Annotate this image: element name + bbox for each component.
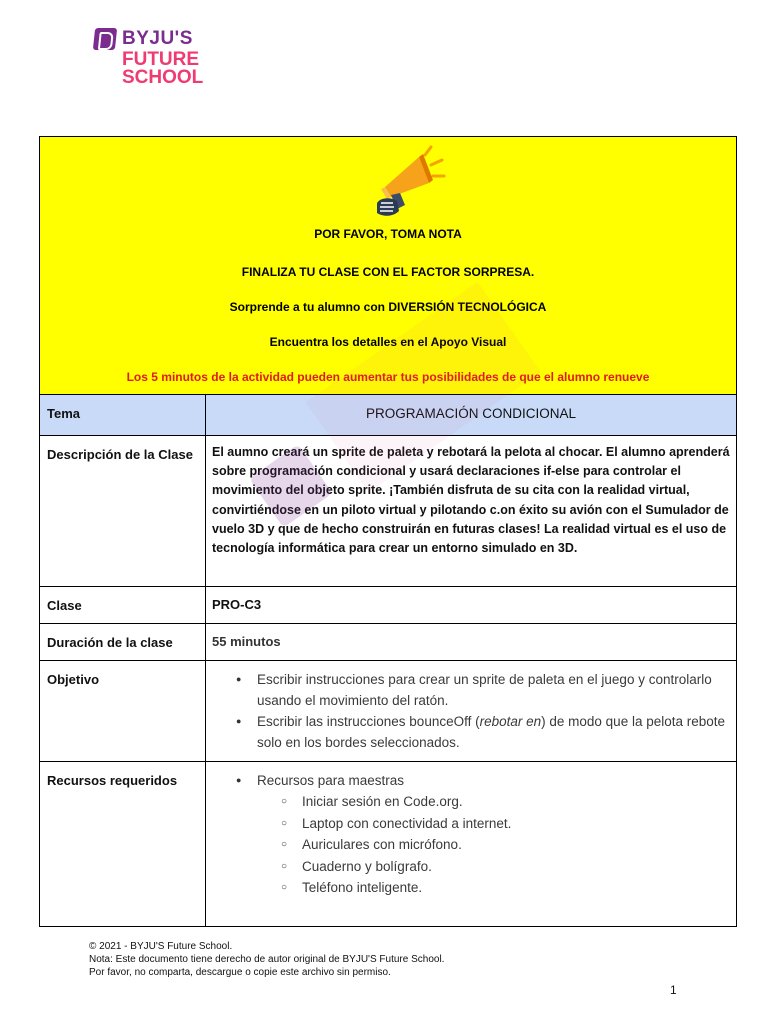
resource-subitem: ○ Auriculares con micrófono.	[257, 834, 730, 856]
resource-subitem: ○ Cuaderno y bolígrafo.	[257, 856, 730, 878]
footer-copyright: © 2021 - BYJU'S Future School.	[89, 941, 233, 952]
resource-sublist	[257, 791, 730, 899]
footer-note: Nota: Este documento tiene derecho de autor original de BYJU'S Future School.	[89, 954, 445, 965]
objective-item	[212, 711, 730, 753]
row-label: Duración de la clase	[40, 624, 206, 660]
byjus-logo-icon	[93, 28, 117, 50]
logo-line-2: FUTURE	[122, 49, 200, 70]
lesson-table	[39, 136, 737, 927]
row-label: Descripción de la Clase	[40, 436, 206, 586]
objective-text: Escribir las instrucciones bounceOff (	[257, 714, 480, 729]
footer	[89, 940, 444, 979]
resource-subitem: ○ Laptop con conectividad a internet.	[257, 813, 730, 835]
table-row-duracion	[40, 624, 736, 661]
resources-list	[212, 770, 730, 899]
table-row-descripcion	[40, 436, 736, 587]
byjus-future-school-logo	[94, 26, 214, 92]
row-value: El aumno creará un sprite de paleta y rebotará la pelota al chocar. El alumno aprenderá sobre programación condicional y usará declaraciones if-else para controlar el movimiento del objeto sprite. ¡También disfruta de su cita con la realidad virtual, convirtiéndose en un piloto virtual y pilotando c.on éxito su avión con el Sumulador de vuelo 3D y que de hecho construirán en futuras clases! La realidad virtual es el uso de tecnología informática para crear un entorno simulado en 3D.	[212, 445, 730, 556]
row-value: PRO-C3	[212, 597, 262, 612]
row-value	[206, 762, 736, 926]
logo-line-3: SCHOOL	[122, 67, 204, 88]
banner-subheading: FINALIZA TU CLASE CON EL FACTOR SORPRESA.	[241, 265, 535, 279]
resource-item	[212, 770, 730, 899]
table-row-clase	[40, 587, 736, 624]
resource-subitem: ○ Teléfono inteligente.	[257, 877, 730, 899]
objective-italic-text: rebotar en	[479, 714, 542, 729]
row-value: 55 minutos	[212, 634, 281, 649]
banner-surprise-text: Sorprende a tu alumno con DIVERSIÓN TECNOLÓGICA	[229, 300, 547, 314]
table-row-tema	[40, 395, 736, 436]
row-label: Clase	[40, 587, 206, 623]
row-value: PROGRAMACIÓN CONDICIONAL	[365, 406, 577, 421]
table-row-recursos	[40, 762, 736, 926]
banner-details-text: Encuentra los detalles en el Apoyo Visual	[269, 335, 507, 349]
objective-text: ) de modo que la pelota rebote solo en los bordes seleccionados.	[257, 714, 726, 750]
resource-subitem: ○ Iniciar sesión en Code.org.	[257, 791, 730, 813]
objective-item: ● Escribir instrucciones para crear un sprite de paleta en el juego y controlarlo usando el movimiento del ratón.	[212, 669, 730, 711]
megaphone-icon	[367, 145, 447, 221]
page-number: 1	[670, 983, 677, 997]
footer-permission: Por favor, no comparta, descargue o copie este archivo sin permiso.	[89, 967, 391, 978]
note-banner	[40, 137, 736, 395]
row-value	[206, 661, 736, 761]
banner-alert-text: Los 5 minutos de la actividad pueden aumentar tus posibilidades de que el alumno renueve	[126, 370, 650, 384]
banner-heading: POR FAVOR, TOMA NOTA	[314, 227, 462, 241]
row-label: Objetivo	[40, 661, 206, 761]
objective-list	[212, 669, 730, 753]
logo-line-1: BYJU'S	[122, 28, 193, 49]
row-label: Tema	[40, 395, 206, 435]
table-row-objetivo	[40, 661, 736, 762]
resource-item-label: Recursos para maestras	[257, 773, 405, 788]
row-label: Recursos requeridos	[40, 762, 206, 926]
